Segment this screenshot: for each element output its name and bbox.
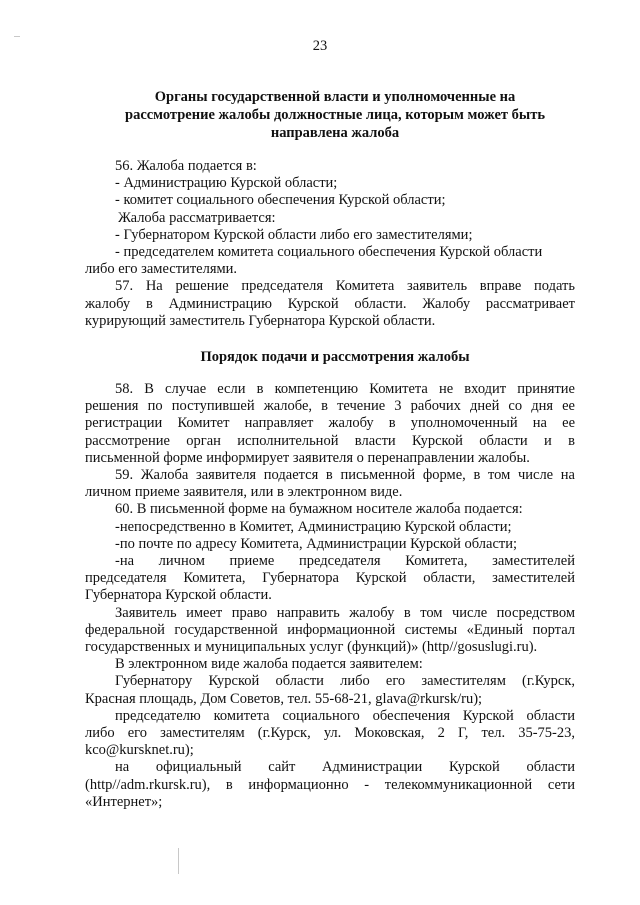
section-complaint-procedure: [85, 381, 575, 811]
list-item: - председателем комитета социального обеспечения Курской области: [115, 244, 543, 261]
paragraph-57-line: 57. На решение председателя Комитета заявитель вправе подать: [115, 278, 575, 295]
paragraph-58-line: регистрации Комитет направляет жалобу в уполномоченный на ее: [85, 415, 575, 432]
paragraph-56-line: 56. Жалоба подается в:: [115, 158, 257, 174]
paragraph-58-line: рассмотрение орган исполнительной власти Курской области и в: [85, 432, 575, 449]
page-number: 23: [312, 38, 328, 54]
list-item-continuation: Губернатора Курской области.: [85, 587, 272, 604]
list-item-continuation: либо его заместителями.: [85, 261, 238, 278]
contact-line: Губернатору Курской области либо его заместителям (г.Курск,: [115, 673, 575, 690]
paragraph-59-line: личном приеме заявителя, или в электронном виде.: [85, 484, 403, 501]
list-item: -по почте по адресу Комитета, Администрации Курской области;: [115, 535, 518, 552]
paragraph-line: федеральной государственной информационной системы «Единый портал: [85, 621, 575, 638]
contact-line: (http//adm.rkursk.ru), в информационно - телекоммуникационной сети: [85, 776, 575, 793]
paragraph-line: Заявитель имеет право направить жалобу в том числе посредством: [115, 604, 575, 621]
section-heading-complaint-authorities: [85, 88, 585, 142]
contact-line: kco@kursknet.ru);: [85, 742, 194, 759]
paragraph-58-line: письменной форме информирует заявителя о перенаправлении жалобы.: [85, 449, 530, 466]
paragraph-line: В электронном виде жалоба подается заявителем:: [115, 656, 423, 673]
list-item-continuation: председателя Комитета, Губернатора Курской области, заместителей: [85, 570, 575, 587]
contact-line: на официальный сайт Администрации Курской области: [115, 759, 575, 776]
list-item: - Администрацию Курской области;: [115, 175, 338, 192]
paragraph-57-line: курирующий заместитель Губернатора Курской области.: [85, 312, 436, 329]
list-item: -на личном приеме председателя Комитета, заместителей: [115, 553, 575, 570]
contact-line: Красная площадь, Дом Советов, тел. 55-68-21, glava@rkursk/ru);: [85, 690, 483, 707]
contact-line: либо его заместителям (г.Курск, ул. Моковская, 2 Г, тел. 35-75-23,: [85, 725, 575, 742]
section-heading-complaint-procedure: Порядок подачи и рассмотрения жалобы: [200, 349, 470, 365]
list-item: - комитет социального обеспечения Курской области;: [115, 192, 446, 209]
list-item: -непосредственно в Комитет, Администрацию Курской области;: [115, 518, 512, 535]
paragraph-line: Жалоба рассматривается:: [118, 209, 276, 226]
paragraph-60-line: 60. В письменной форме на бумажном носителе жалоба подается:: [115, 501, 523, 518]
contact-line: «Интернет»;: [85, 793, 163, 810]
heading-line: рассмотрение жалобы должностные лица, которым может быть: [125, 107, 545, 123]
contact-line: председателю комитета социального обеспечения Курской области: [115, 707, 575, 724]
paragraph-57-line: жалобу в Администрацию Курской области. Жалобу рассматривает: [85, 295, 575, 312]
paragraph-58-line: решения по поступившей жалобе, в течение 3 рабочих дней со дня ее: [85, 398, 575, 415]
paragraph-58-line: 58. В случае если в компетенцию Комитета не входит принятие: [115, 381, 575, 397]
paragraph-59-line: 59. Жалоба заявителя подается в письменной форме, в том числе на: [115, 467, 575, 484]
heading-line: направлена жалоба: [270, 125, 400, 141]
heading-line: Органы государственной власти и уполномоченные на: [154, 89, 516, 105]
scan-artifact: [14, 36, 20, 37]
scan-artifact: [178, 848, 179, 874]
paragraph-line: государственных и муниципальных услуг (функций)» (http//gosuslugi.ru).: [85, 639, 538, 656]
section-complaint-authorities: [85, 158, 575, 330]
list-item: - Губернатором Курской области либо его заместителями;: [115, 226, 473, 243]
